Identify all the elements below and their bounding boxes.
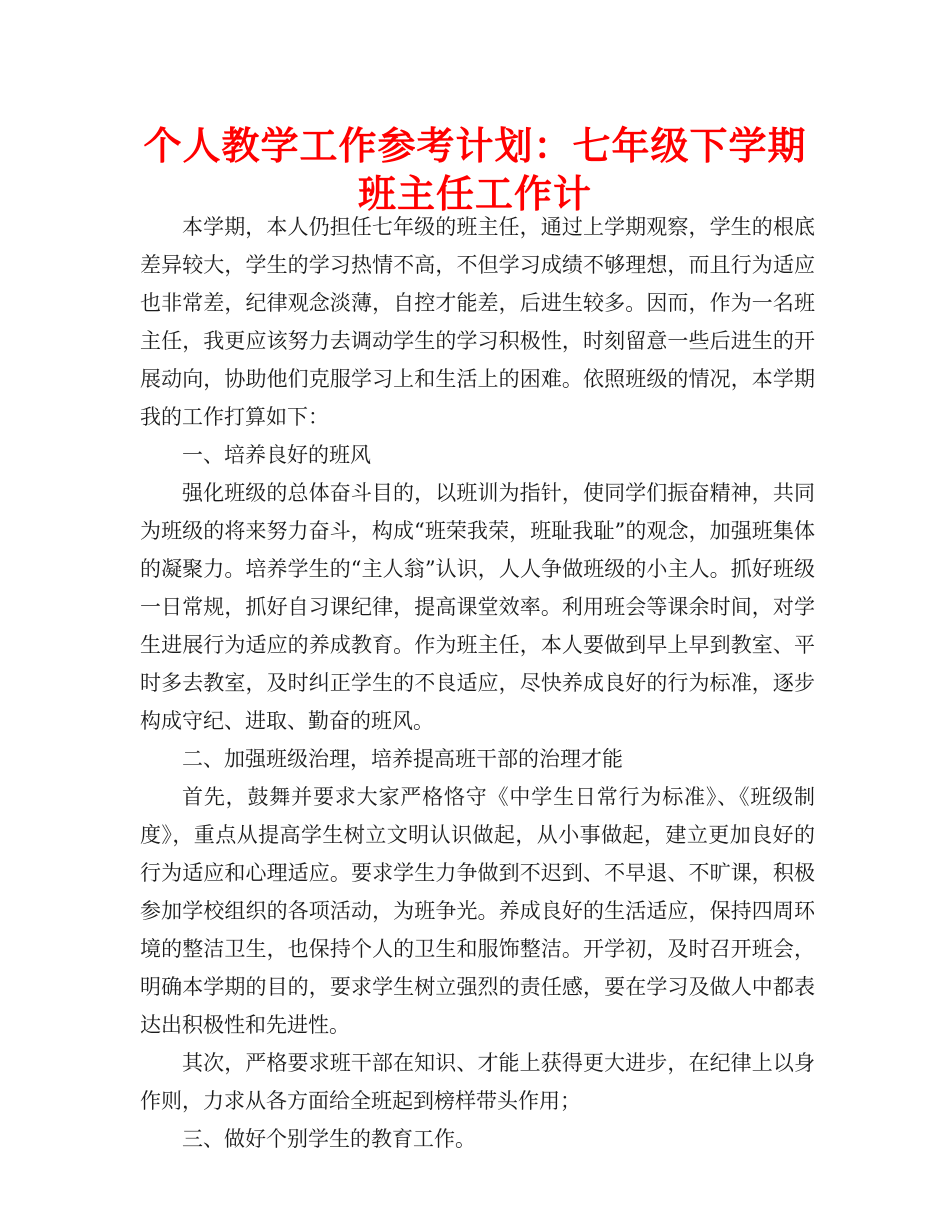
section-2-paragraph-2: 其次，严格要求班干部在知识、才能上获得更大进步，在纪律上以身作则，力求从各方面给全班起到榜样带头作用； bbox=[140, 1051, 815, 1113]
section-heading-3: 三、做好个别学生的教育工作。 bbox=[182, 1127, 476, 1151]
document-title: 个人教学工作参考计划：七年级下学期班主任工作计 bbox=[143, 124, 807, 216]
intro-paragraph: 本学期，本人仍担任七年级的班主任，通过上学期观察，学生的根底差异较大，学生的学习热情不高，不但学习成绩不够理想，而且行为适应也非常差，纪律观念淡薄，自控才能差，后进生较多。因而，作为一名班主任，我更应该努力去调动学生的学习积极性，时刻留意一些后进生的开展动向，协助他们克服学习上和生活上的困难。依照班级的情况，本学期我的工作打算如下： bbox=[140, 215, 815, 429]
section-2-paragraph-1: 首先，鼓舞并要求大家严格恪守《中学生日常行为标准》、《班级制度》，重点从提高学生树立文明认识做起，从小事做起，建立更加良好的行为适应和心理适应。要求学生力争做到不迟到、不早退、不旷课，积极参加学校组织的各项活动，为班争光。养成良好的生活适应，保持四周环境的整洁卫生，也保持个人的卫生和服饰整洁。开学初，及时召开班会，明确本学期的目的，要求学生树立强烈的责任感，要在学习及做人中都表达出积极性和先进性。 bbox=[140, 785, 815, 1037]
document-body bbox=[140, 208, 815, 1158]
section-1-paragraph: 强化班级的总体奋斗目的，以班训为指针，使同学们振奋精神，共同为班级的将来努力奋斗，构成“班荣我荣，班耻我耻”的观念，加强班集体的凝聚力。培养学生的“主人翁”认识，人人争做班级的小主人。抓好班级一日常规，抓好自习课纪律，提高课堂效率。利用班会等课余时间，对学生进展行为适应的养成教育。作为班主任，本人要做到早上早到教室、平时多去教室，及时纠正学生的不良适应，尽快养成良好的行为标准，逐步构成守纪、进取、勤奋的班风。 bbox=[140, 481, 815, 733]
section-heading-1: 一、培养良好的班风 bbox=[182, 443, 371, 467]
section-heading-2: 二、加强班级治理，培养提高班干部的治理才能 bbox=[182, 747, 623, 771]
